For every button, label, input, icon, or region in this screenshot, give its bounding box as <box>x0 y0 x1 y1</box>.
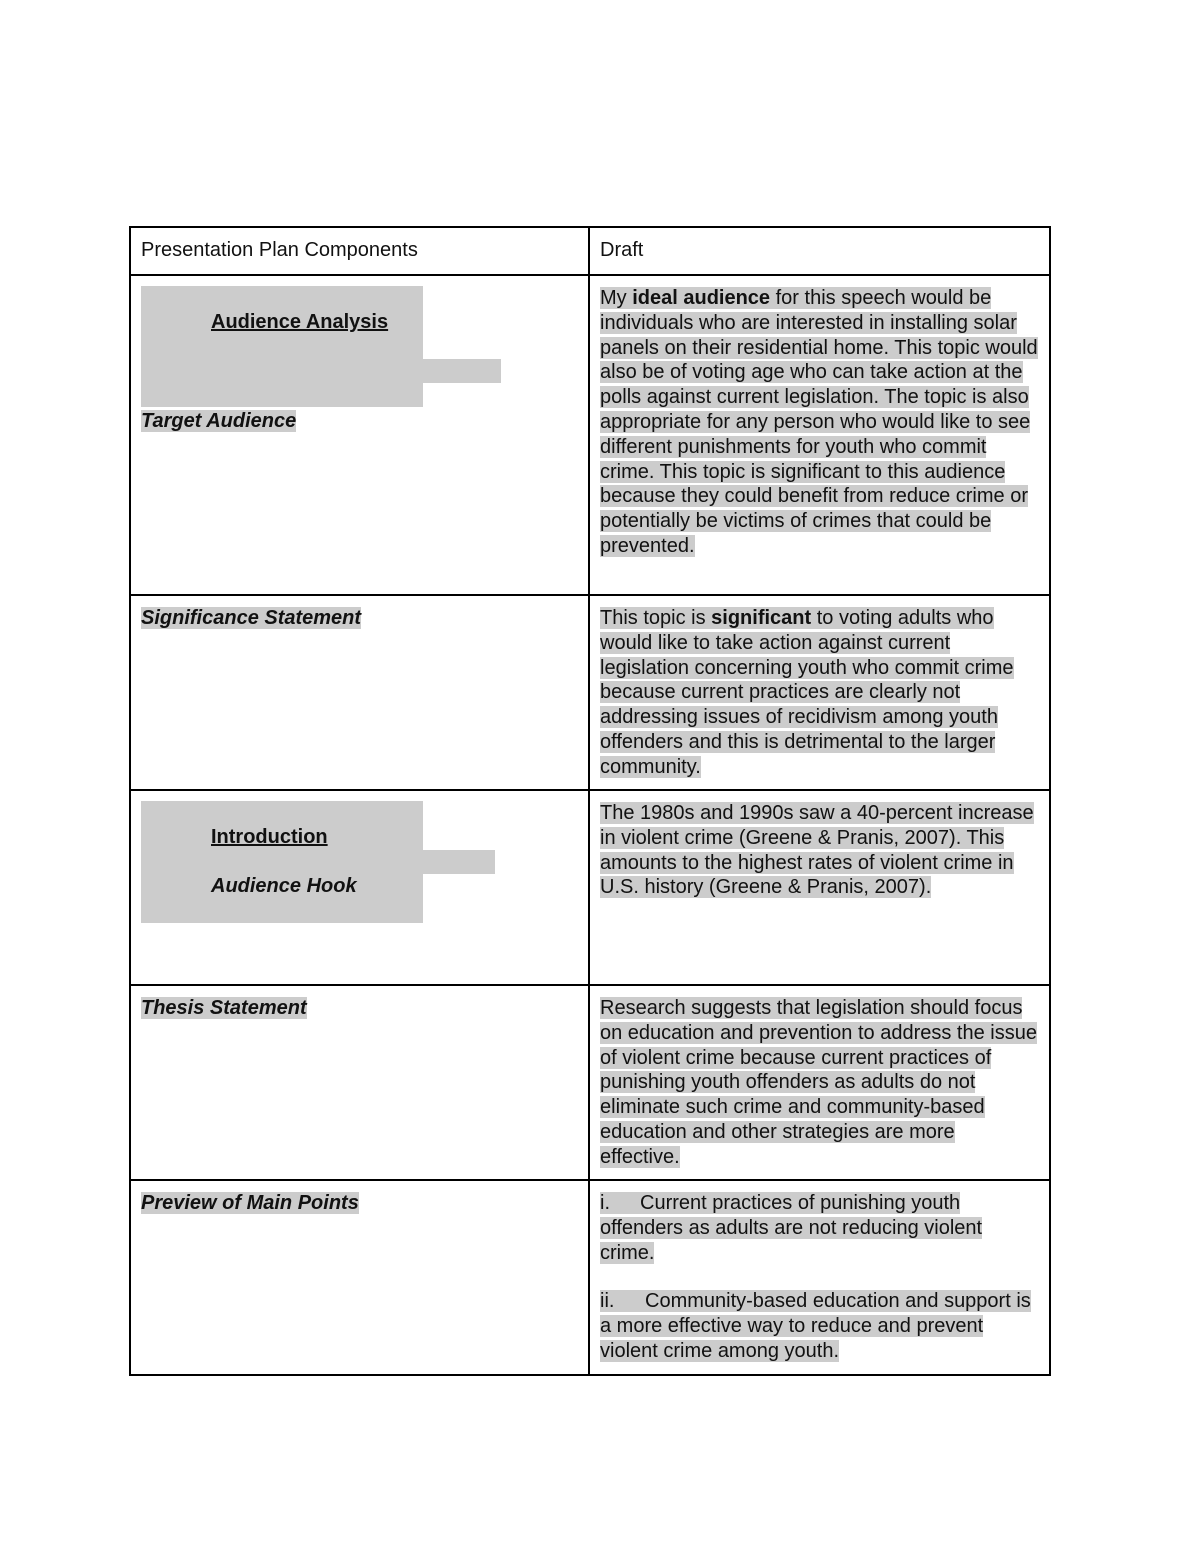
highlight-spacer <box>141 359 501 383</box>
main-point-body: Community-based education and support is a more effective way to reduce and prevent violent crime among youth. <box>600 1290 1031 1362</box>
draft-text-pre: My <box>600 287 633 309</box>
draft-text-post: to voting adults who would like to take action against current legislation concerning youth who commit crime because current practices are clearly not addressing issues of recidivism among youth offenders and this is detrimental to the larger community. <box>600 607 1014 778</box>
draft-text-bold: ideal audience <box>632 287 771 309</box>
audience-hook-wrap <box>141 874 423 899</box>
draft-text-audience <box>600 287 1038 557</box>
introduction-block <box>141 801 423 923</box>
draft-text-significance <box>600 607 1014 778</box>
draft-text-pre: This topic is <box>600 607 712 629</box>
main-point-body: Current practices of punishing youth offenders as adults are not reducing violent crime. <box>600 1192 983 1264</box>
draft-cell <box>589 1180 1050 1375</box>
draft-cell <box>589 790 1050 985</box>
target-audience-wrap <box>141 409 578 434</box>
draft-cell <box>589 595 1050 790</box>
section-title-introduction: Introduction <box>211 826 328 848</box>
draft-cell <box>589 985 1050 1180</box>
section-title-audience-analysis: Audience Analysis <box>211 311 389 333</box>
components-cell <box>130 985 589 1180</box>
presentation-plan-table <box>129 226 1051 1376</box>
draft-cell <box>589 275 1050 595</box>
main-point-2 <box>600 1289 1039 1363</box>
draft-text-thesis: Research suggests that legislation should focus on education and prevention to address the issue of violent crime because current practices of punishing youth offenders as adults do not eliminate such crime and community-based education and other strategies are more effective. <box>600 997 1037 1168</box>
table-row-introduction <box>130 790 1050 985</box>
draft-text-post: for this speech would be individuals who are interested in installing solar panels on their residential home. This topic would also be of voting age who can take action at the polls against current legislation. The topic is also appropriate for any person who would like to see different punishments for youth who commit crime. This topic is significant to this audience because they could benefit from reduce crime or potentially be victims of crimes that could be prevented. <box>600 287 1038 557</box>
draft-text-introduction: The 1980s and 1990s saw a 40-percent increase in violent crime (Greene & Pranis, 2007). This amounts to the highest rates of violent crime in U.S. history (Greene & Pranis, 2007). <box>600 802 1034 899</box>
highlight-spacer <box>141 335 423 359</box>
draft-text-bold: significant <box>711 607 812 629</box>
main-point-1 <box>600 1191 1039 1265</box>
components-cell <box>130 1180 589 1375</box>
highlight-spacer <box>141 850 495 874</box>
components-cell <box>130 275 589 595</box>
main-point-text <box>600 1192 982 1264</box>
label-audience-hook: Audience Hook <box>211 874 357 897</box>
highlight-spacer <box>141 286 423 310</box>
section-title-wrap <box>141 310 423 335</box>
components-cell <box>130 595 589 790</box>
header-cell-draft <box>589 227 1050 275</box>
main-point-text <box>600 1290 1031 1362</box>
label-target-audience: Target Audience <box>141 409 297 432</box>
table-header-row <box>130 227 1050 275</box>
audience-analysis-block <box>141 286 423 407</box>
table-row-audience-analysis <box>130 275 1050 595</box>
header-draft-text: Draft <box>600 239 644 261</box>
label-preview-main-points: Preview of Main Points <box>141 1192 359 1214</box>
components-cell <box>130 790 589 985</box>
label-significance-statement: Significance Statement <box>141 607 362 629</box>
highlight-spacer <box>141 383 423 407</box>
header-cell-components <box>130 227 589 275</box>
table-row-significance <box>130 595 1050 790</box>
header-components-text: Presentation Plan Components <box>141 239 418 261</box>
section-title-wrap <box>141 825 423 850</box>
table-row-preview <box>130 1180 1050 1375</box>
highlight-spacer <box>141 801 423 825</box>
main-point-num: ii. <box>600 1290 615 1313</box>
label-thesis-statement: Thesis Statement <box>141 997 307 1019</box>
table-row-thesis <box>130 985 1050 1180</box>
highlight-spacer <box>141 899 423 923</box>
main-point-num: i. <box>600 1192 610 1214</box>
